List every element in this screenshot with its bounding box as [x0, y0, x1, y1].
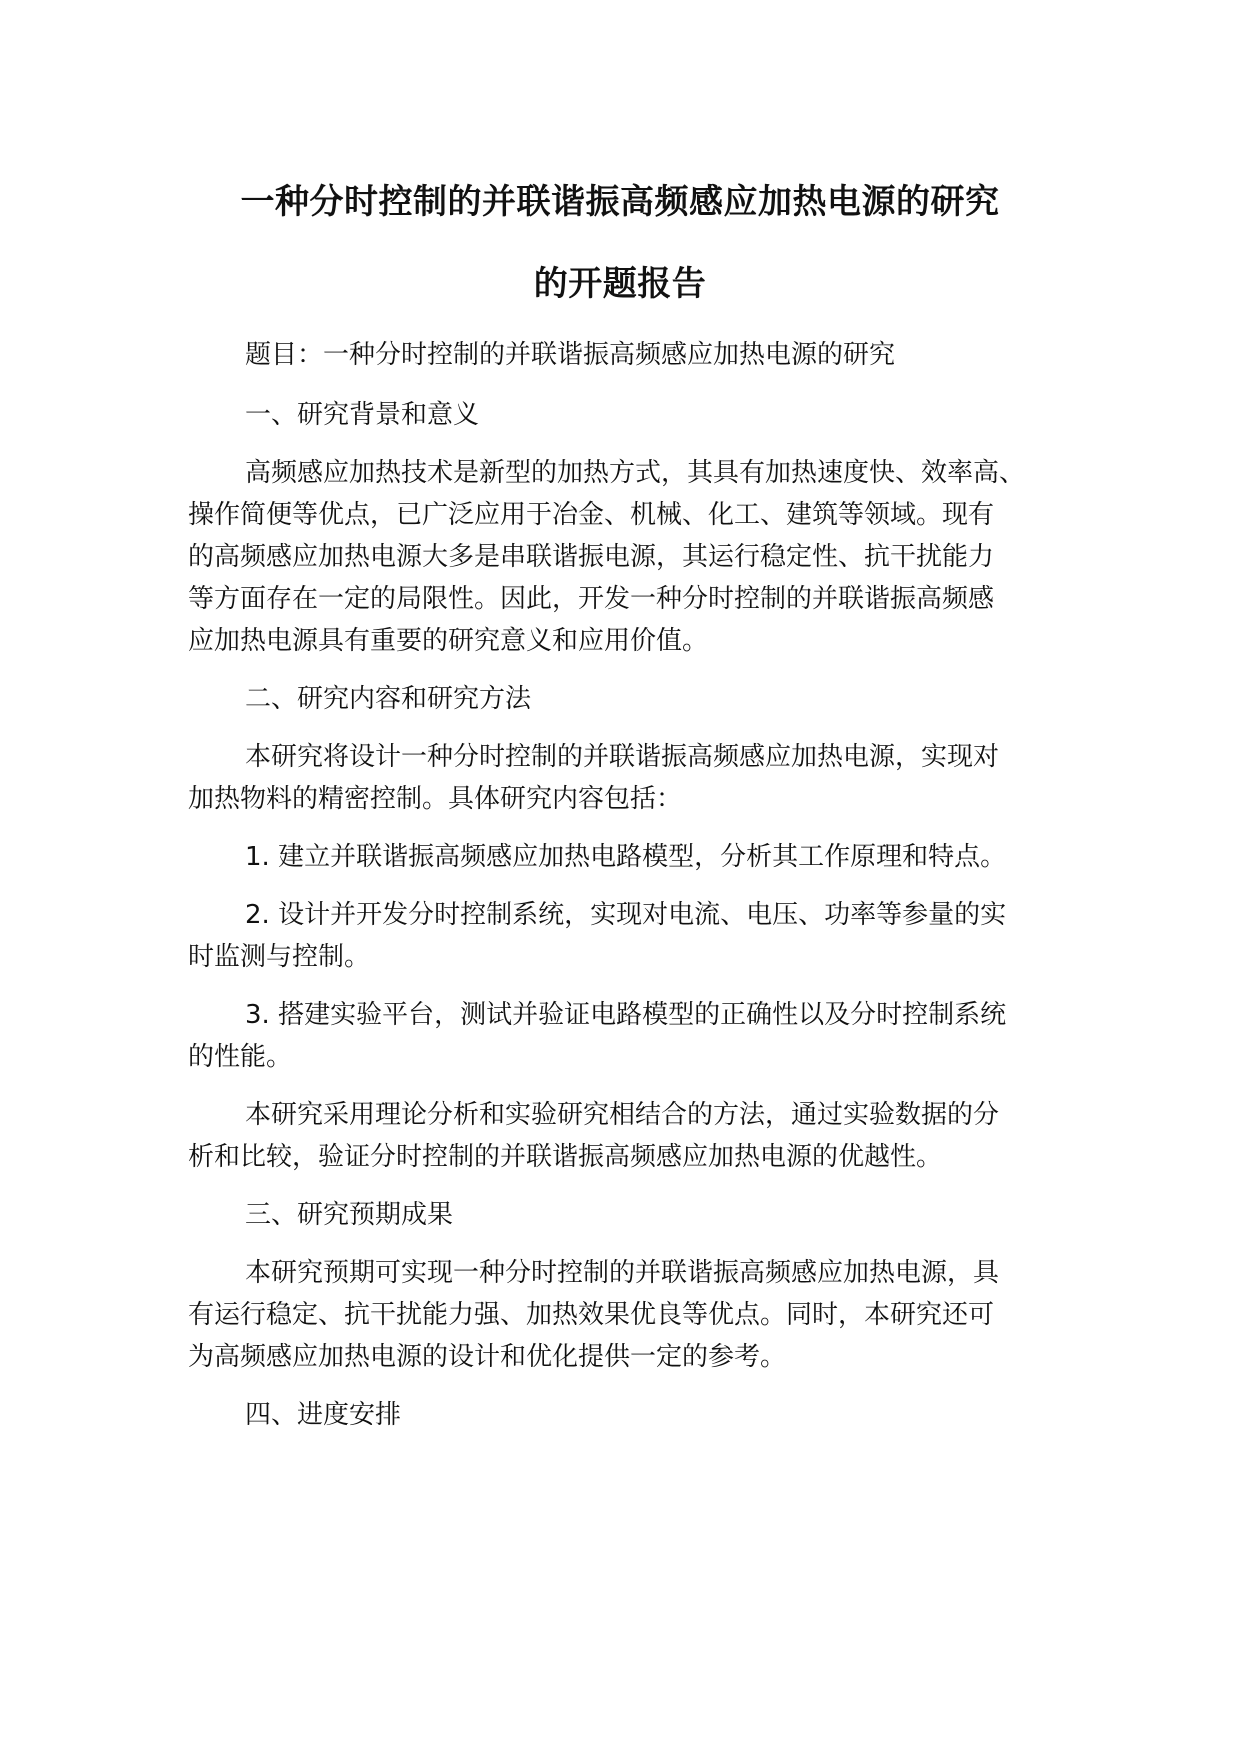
document-title-line-1: 一种分时控制的并联谐振高频感应加热电源的研究: [240, 182, 1000, 222]
method-paragraph-line: 析和比较，验证分时控制的并联谐振高频感应加热电源的优越性。: [188, 1142, 943, 1172]
section-3-paragraph-line: 为高频感应加热电源的设计和优化提供一定的参考。: [188, 1342, 787, 1372]
section-3-paragraph-line: 有运行稳定、抗干扰能力强、加热效果优良等优点。同时，本研究还可: [188, 1300, 995, 1330]
section-1-heading: 一、研究背景和意义: [245, 400, 480, 430]
research-item-3: 3. 搭建实验平台，测试并验证电路模型的正确性以及分时控制系统: [245, 1000, 1007, 1030]
section-1-paragraph-line: 操作简便等优点，已广泛应用于冶金、机械、化工、建筑等领域。现有: [188, 500, 995, 530]
section-2-intro-line: 加热物料的精密控制。具体研究内容包括：: [188, 784, 683, 814]
section-1-paragraph-line: 应加热电源具有重要的研究意义和应用价值。: [188, 626, 709, 656]
section-1-paragraph-line: 等方面存在一定的局限性。因此，开发一种分时控制的并联谐振高频感: [188, 584, 995, 614]
method-paragraph-line: 本研究采用理论分析和实验研究相结合的方法，通过实验数据的分: [245, 1100, 1000, 1130]
research-item-2: 2. 设计并开发分时控制系统，实现对电流、电压、功率等参量的实: [245, 900, 1007, 930]
topic-line: 题目：一种分时控制的并联谐振高频感应加热电源的研究: [245, 340, 896, 370]
document-title-line-2: 的开题报告: [533, 264, 707, 304]
research-item-3-continued: 的性能。: [188, 1042, 293, 1072]
research-item-1: 1. 建立并联谐振高频感应加热电路模型，分析其工作原理和特点。: [245, 842, 1007, 872]
section-3-paragraph-line: 本研究预期可实现一种分时控制的并联谐振高频感应加热电源，具: [245, 1258, 1000, 1288]
section-3-heading: 三、研究预期成果: [245, 1200, 454, 1230]
section-1-paragraph-line: 高频感应加热技术是新型的加热方式，其具有加热速度快、效率高、: [245, 458, 1026, 488]
research-item-2-continued: 时监测与控制。: [188, 942, 371, 972]
section-2-heading: 二、研究内容和研究方法: [245, 684, 532, 714]
section-4-heading: 四、进度安排: [245, 1400, 402, 1430]
section-1-paragraph-line: 的高频感应加热电源大多是串联谐振电源，其运行稳定性、抗干扰能力: [188, 542, 995, 572]
section-2-intro-line: 本研究将设计一种分时控制的并联谐振高频感应加热电源，实现对: [245, 742, 1000, 772]
